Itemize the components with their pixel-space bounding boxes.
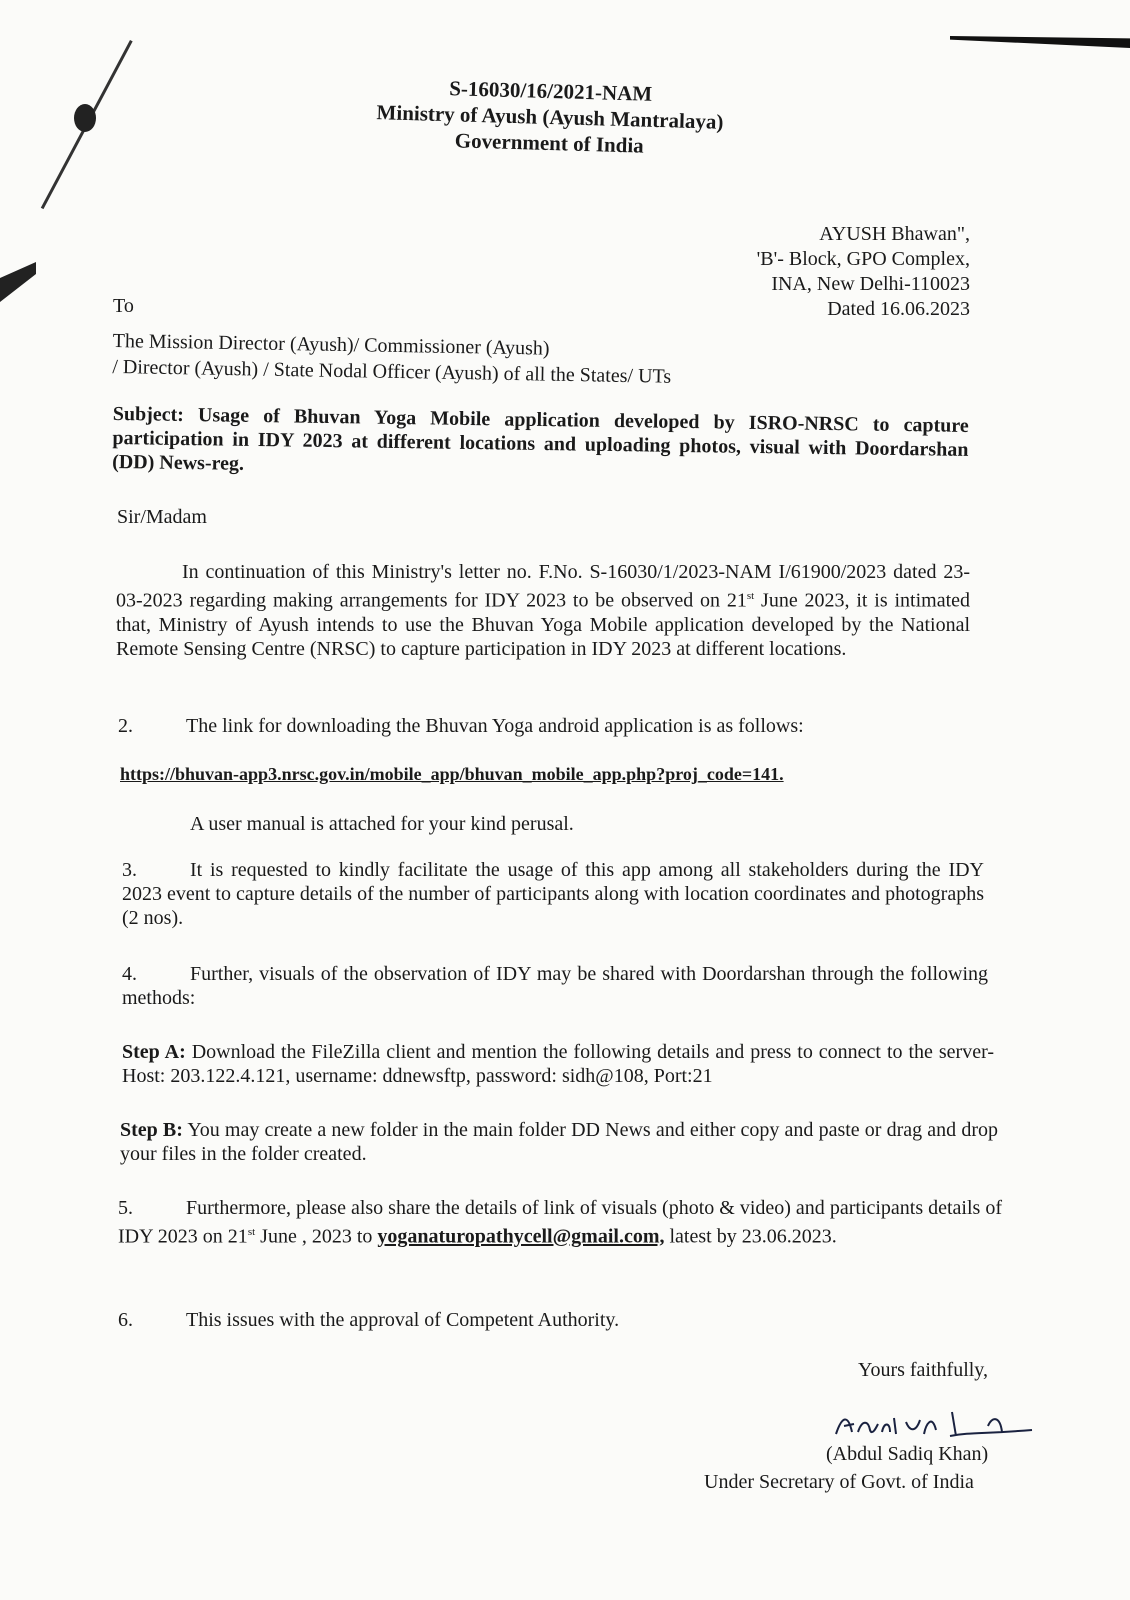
para5-text-b: June , 2023 to bbox=[255, 1225, 378, 1248]
para1-text-a: In continuation of this Ministry's letter no. F.No. S-16030/1/2023-NAM I/61900/2023 dated 23-03-2023 regarding making arrangements for IDY 2023 to be observed on 21 bbox=[116, 561, 970, 612]
ministry-name: Ministry of Ayush (Ayush Mantralaya) bbox=[376, 100, 724, 134]
step-a bbox=[122, 1040, 994, 1088]
paragraph-6 bbox=[118, 1308, 878, 1332]
para6-text: This issues with the approval of Competent Authority. bbox=[186, 1309, 620, 1331]
recipient-block bbox=[112, 328, 773, 392]
step-a-text: Download the FileZilla client and mention the following details and press to connect to the server- Host: 203.122.4.121, username: ddnewsftp, password: sidh@108, Port:21 bbox=[122, 1041, 994, 1087]
step-b-label: Step B: bbox=[120, 1119, 183, 1141]
signature bbox=[832, 1406, 1042, 1442]
subject-label: Subject: bbox=[112, 402, 185, 426]
para5-text-a: Furthermore, please also share the details of link of visuals (photo & video) and participants details of IDY 2023 on 21 bbox=[118, 1197, 1002, 1248]
paragraph-1 bbox=[116, 560, 970, 661]
para5-sup: st bbox=[247, 1226, 256, 1238]
scan-edge-mark bbox=[0, 262, 36, 302]
para4-text: Further, visuals of the observation of IDY may be shared with Doordarshan through the following methods: bbox=[122, 963, 988, 1009]
signatory-name: (Abdul Sadiq Khan) bbox=[826, 1443, 989, 1465]
para4-number: 4. bbox=[122, 963, 137, 985]
file-number: S-16030/16/2021-NAM bbox=[448, 76, 653, 106]
address-line-2: 'B'- Block, GPO Complex, bbox=[756, 248, 970, 270]
scan-top-edge bbox=[950, 36, 1130, 48]
para3-number: 3. bbox=[122, 859, 137, 881]
para3-text: It is requested to kindly facilitate the usage of this app among all stakeholders during the IDY 2023 event to capture details of the number of participants along with location coordinates and photographs (2 nos). bbox=[122, 859, 984, 929]
contact-email-link[interactable]: yoganaturopathycell@gmail.com, bbox=[377, 1225, 665, 1248]
address-line-3: INA, New Delhi-110023 bbox=[771, 273, 970, 295]
recipient-line-2: / Director (Ayush) / State Nodal Officer (Ayush) of all the States/ UTs bbox=[112, 355, 672, 388]
yours-faithfully: Yours faithfully, bbox=[858, 1359, 989, 1381]
paragraph-3 bbox=[122, 858, 984, 930]
government-name: Government of India bbox=[454, 128, 645, 158]
para2-text: The link for downloading the Bhuvan Yoga android application is as follows: bbox=[186, 715, 804, 737]
step-a-label: Step A: bbox=[122, 1041, 186, 1063]
signatory-designation: Under Secretary of Govt. of India bbox=[704, 1471, 974, 1493]
para1-sup: st bbox=[746, 590, 755, 602]
letter-date: Dated 16.06.2023 bbox=[827, 298, 970, 320]
para2-number: 2. bbox=[118, 715, 133, 737]
paragraph-5 bbox=[118, 1196, 1002, 1249]
para5-text-c: latest by 23.06.2023. bbox=[664, 1225, 837, 1248]
step-b bbox=[120, 1118, 998, 1166]
address-block bbox=[640, 222, 970, 322]
bhuvan-app-link[interactable]: https://bhuvan-app3.nrsc.gov.in/mobile_app/bhuvan_mobile_app.php?proj_code=141. bbox=[120, 764, 784, 784]
recipient-line-1: The Mission Director (Ayush)/ Commissioner (Ayush) bbox=[112, 329, 550, 360]
para5-number: 5. bbox=[118, 1197, 133, 1219]
signature-scribble-icon bbox=[832, 1406, 1042, 1442]
paragraph-2 bbox=[118, 714, 978, 738]
subject-text: Usage of Bhuvan Yoga Mobile application developed by ISRO-NRSC to capture participation in IDY 2023 at different locations and uploading photos, visual with Doordarshan (DD) News-reg. bbox=[112, 404, 969, 475]
letterhead bbox=[299, 71, 801, 163]
to-label: To bbox=[113, 295, 134, 317]
paragraph-4 bbox=[122, 962, 988, 1010]
salutation: Sir/Madam bbox=[117, 506, 207, 528]
address-line-1: AYUSH Bhawan", bbox=[819, 223, 970, 245]
para6-number: 6. bbox=[118, 1309, 133, 1331]
para1-text-b: June 2023, it is intimated that, Ministry of Ayush intends to use the Bhuvan Yoga Mobile application developed by the National Remote Sensing Centre (NRSC) to capture participation in IDY 2023 at different locations. bbox=[116, 589, 971, 660]
scan-punch-mark bbox=[74, 104, 96, 132]
step-b-text: You may create a new folder in the main folder DD News and either copy and paste or drag and drop your files in the folder created. bbox=[120, 1119, 998, 1165]
subject bbox=[112, 402, 969, 486]
user-manual-note: A user manual is attached for your kind perusal. bbox=[190, 813, 574, 835]
